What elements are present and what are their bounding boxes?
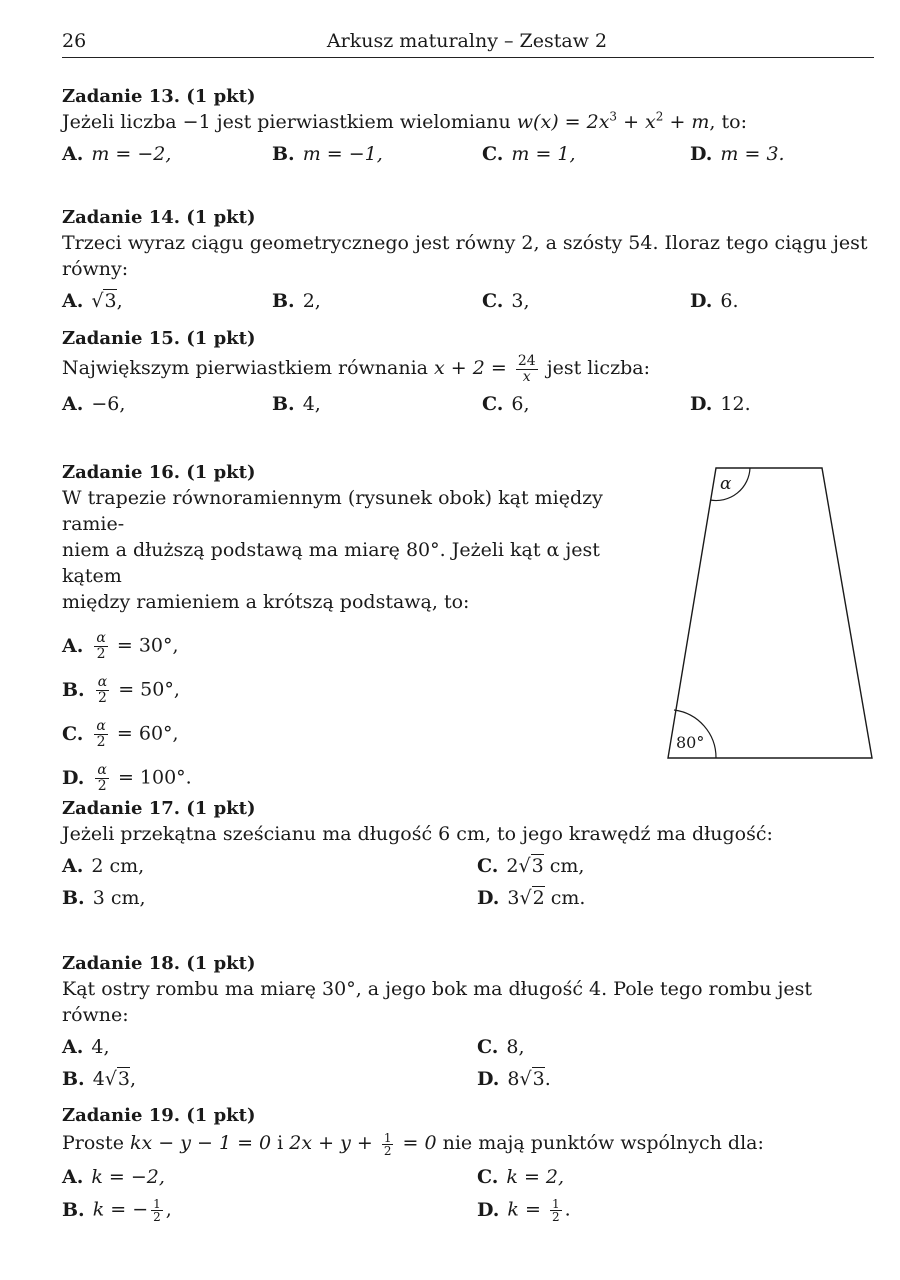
answer-option-b[interactable] bbox=[62, 671, 662, 715]
option-value: 6. bbox=[720, 290, 739, 312]
radicand: 3 bbox=[104, 290, 117, 312]
task-title: Zadanie 13. (1 pkt) bbox=[62, 86, 256, 107]
option-value: k = 2, bbox=[506, 1166, 565, 1188]
task-stem: Trzeci wyraz ciągu geometrycznego jest równy 2, a szósty 54. Iloraz tego ciągu jest równy: bbox=[62, 232, 868, 280]
option-value: 8, bbox=[506, 1036, 525, 1058]
fraction-numerator: 1 bbox=[153, 1197, 161, 1211]
radicand: 3 bbox=[532, 1068, 545, 1090]
radicand: 2 bbox=[532, 887, 545, 909]
answer-row bbox=[62, 1036, 874, 1066]
stem-text: Jeżeli liczba −1 jest pierwiastkiem wielomianu bbox=[62, 111, 517, 133]
task-18 bbox=[62, 952, 874, 1098]
task-stem-line: W trapezie równoramiennym (rysunek obok) kąt między ramie- bbox=[62, 487, 603, 535]
task-15 bbox=[62, 327, 874, 423]
option-suffix: , bbox=[165, 1198, 172, 1221]
fraction-numerator: 1 bbox=[383, 1130, 392, 1145]
fraction-denominator: 2 bbox=[97, 778, 107, 794]
stem-text: i bbox=[271, 1132, 290, 1154]
answer-option-a[interactable] bbox=[62, 1166, 165, 1188]
polynomial-part: w(x) = 2x bbox=[516, 111, 610, 133]
fraction-half bbox=[550, 1198, 562, 1223]
fraction bbox=[96, 675, 109, 706]
answer-option-c[interactable] bbox=[477, 1036, 525, 1058]
task-14 bbox=[62, 206, 874, 320]
option-label: A. bbox=[62, 634, 84, 657]
option-label: C. bbox=[477, 855, 499, 877]
answer-row bbox=[62, 1198, 874, 1228]
option-value: m = 3. bbox=[720, 143, 785, 165]
stem-text: Proste bbox=[62, 1132, 130, 1154]
fraction-numerator: 24 bbox=[517, 352, 536, 369]
option-label: D. bbox=[690, 393, 713, 415]
radicand: 3 bbox=[117, 1068, 130, 1090]
option-value: 3 cm, bbox=[92, 887, 146, 909]
fraction-denominator: 2 bbox=[383, 1143, 392, 1158]
coefficient: 2 bbox=[506, 855, 519, 877]
option-label: C. bbox=[482, 143, 504, 165]
answer-row bbox=[62, 290, 874, 320]
answer-option-a[interactable] bbox=[62, 1036, 110, 1058]
polynomial-part: + m bbox=[663, 111, 710, 133]
polynomial-part: + x bbox=[617, 111, 656, 133]
option-label: D. bbox=[690, 290, 713, 312]
fraction bbox=[516, 354, 538, 385]
task-title: Zadanie 16. (1 pkt) bbox=[62, 462, 256, 483]
fraction bbox=[94, 631, 107, 662]
option-label: A. bbox=[62, 393, 84, 415]
option-label: A. bbox=[62, 855, 84, 877]
option-value: 12. bbox=[720, 393, 751, 415]
fraction bbox=[94, 719, 107, 750]
task-stem: Kąt ostry rombu ma miarę 30°, a jego bok ma długość 4. Pole tego rombu jest równe: bbox=[62, 978, 813, 1026]
option-label: B. bbox=[272, 143, 295, 165]
fraction-denominator: 2 bbox=[96, 646, 106, 662]
fraction-numerator: α bbox=[97, 674, 108, 690]
coefficient: 4 bbox=[92, 1068, 105, 1090]
answer-row bbox=[62, 1068, 874, 1098]
option-label: A. bbox=[62, 1166, 84, 1188]
exponent: 3 bbox=[609, 109, 618, 124]
stem-text: jest liczba: bbox=[540, 357, 650, 379]
fraction-numerator: α bbox=[96, 630, 106, 646]
option-label: A. bbox=[62, 1036, 84, 1058]
answer-option-a[interactable] bbox=[62, 290, 123, 312]
option-value: cm. bbox=[544, 887, 586, 909]
answer-option-c[interactable] bbox=[62, 715, 662, 759]
fraction-half bbox=[151, 1198, 163, 1223]
option-value: 6, bbox=[511, 393, 530, 415]
option-value: k = −2, bbox=[91, 1166, 165, 1188]
fraction-numerator: α bbox=[97, 762, 107, 778]
answer-row bbox=[62, 143, 874, 173]
task-stem bbox=[62, 351, 874, 385]
task-stem: Jeżeli przekątna sześcianu ma długość 6 cm, to jego krawędź ma długość: bbox=[62, 823, 773, 845]
option-value: 2, bbox=[302, 290, 321, 312]
answer-option-d[interactable] bbox=[690, 143, 785, 165]
option-value: 3, bbox=[511, 290, 530, 312]
stem-text: Największym pierwiastkiem równania bbox=[62, 357, 435, 379]
option-label: B. bbox=[272, 290, 295, 312]
option-value: = 30°, bbox=[116, 634, 179, 657]
option-label: D. bbox=[477, 1198, 500, 1221]
exponent: 2 bbox=[655, 109, 664, 124]
option-value: m = −1, bbox=[302, 143, 383, 165]
answer-option-c[interactable] bbox=[482, 290, 530, 312]
trapezoid-outline bbox=[668, 468, 872, 758]
option-value: . bbox=[544, 1068, 551, 1090]
fraction-denominator: x bbox=[522, 368, 531, 385]
answer-row bbox=[62, 887, 874, 917]
option-value: = 50°, bbox=[118, 678, 180, 701]
task-19 bbox=[62, 1104, 874, 1228]
option-label: B. bbox=[272, 393, 295, 415]
answer-row bbox=[62, 1166, 874, 1196]
option-value: m = 1, bbox=[511, 143, 576, 165]
task-title: Zadanie 18. (1 pkt) bbox=[62, 953, 256, 974]
option-value: m = −2, bbox=[91, 143, 172, 165]
answer-row bbox=[62, 393, 874, 423]
answer-option-d[interactable] bbox=[477, 1198, 571, 1223]
task-title: Zadanie 17. (1 pkt) bbox=[62, 798, 256, 819]
trapezoid-figure bbox=[660, 460, 880, 765]
option-value: −6, bbox=[91, 393, 126, 415]
sqrt-sign: √ bbox=[91, 290, 104, 312]
answer-option-b[interactable]: B. 4√3, bbox=[62, 1068, 137, 1090]
answer-option-a[interactable] bbox=[62, 143, 171, 165]
task-13 bbox=[62, 85, 874, 173]
answer-option-d[interactable]: D. 8√3. bbox=[477, 1068, 551, 1090]
answer-option-a[interactable] bbox=[62, 855, 144, 877]
fraction bbox=[95, 763, 108, 794]
fraction-numerator: 1 bbox=[551, 1197, 560, 1211]
answer-option-d[interactable] bbox=[690, 290, 739, 312]
fraction-denominator: 2 bbox=[153, 1210, 161, 1224]
option-label: B. bbox=[62, 678, 85, 701]
option-label: C. bbox=[477, 1036, 499, 1058]
line-equation-1: kx − y − 1 = 0 bbox=[129, 1132, 272, 1154]
line-equation-2-end: = 0 bbox=[396, 1132, 437, 1154]
fraction-denominator: 2 bbox=[551, 1210, 560, 1224]
task-17 bbox=[62, 797, 874, 917]
option-suffix: . bbox=[564, 1198, 571, 1221]
option-label: A. bbox=[62, 143, 84, 165]
answer-option-a[interactable] bbox=[62, 627, 662, 671]
fraction-denominator: 2 bbox=[96, 734, 106, 750]
option-value: k = bbox=[507, 1198, 547, 1221]
coefficient: 8 bbox=[507, 1068, 520, 1090]
option-label: C. bbox=[477, 1166, 499, 1188]
task-stem-line: między ramieniem a krótszą podstawą, to: bbox=[62, 591, 470, 613]
coefficient: 3 bbox=[507, 887, 520, 909]
option-label: C. bbox=[482, 290, 504, 312]
stem-text: , to: bbox=[709, 111, 747, 133]
option-label: A. bbox=[62, 290, 84, 312]
task-16 bbox=[62, 461, 662, 803]
equation-left: x + 2 = bbox=[434, 357, 513, 379]
option-value: k = − bbox=[92, 1198, 149, 1221]
answer-option-b[interactable] bbox=[272, 393, 321, 415]
alpha-label: α bbox=[720, 474, 732, 494]
option-suffix: , bbox=[116, 290, 123, 312]
answer-option-d[interactable]: D. 3√2 cm. bbox=[477, 887, 586, 909]
stem-text: nie mają punktów wspólnych dla: bbox=[436, 1132, 764, 1154]
answer-option-a[interactable] bbox=[62, 393, 125, 415]
option-value: = 60°, bbox=[116, 722, 179, 745]
option-label: D. bbox=[62, 766, 85, 789]
option-value: 4, bbox=[91, 1036, 110, 1058]
answer-option-c[interactable] bbox=[477, 1166, 564, 1188]
option-value: 2 cm, bbox=[91, 855, 145, 877]
option-label: C. bbox=[62, 722, 84, 745]
task-title: Zadanie 19. (1 pkt) bbox=[62, 1105, 256, 1126]
option-label: C. bbox=[482, 393, 504, 415]
fraction-numerator: α bbox=[96, 718, 106, 734]
option-label: B. bbox=[62, 1198, 85, 1221]
answer-row bbox=[62, 855, 874, 885]
radicand: 3 bbox=[531, 855, 544, 877]
page-header-title: Arkusz maturalny – Zestaw 2 bbox=[326, 30, 608, 52]
task-title: Zadanie 15. (1 pkt) bbox=[62, 328, 256, 349]
option-label: D. bbox=[477, 1068, 500, 1090]
answer-option-b[interactable] bbox=[272, 143, 383, 165]
option-label: B. bbox=[62, 1068, 85, 1090]
option-label: B. bbox=[62, 887, 85, 909]
task-title: Zadanie 14. (1 pkt) bbox=[62, 207, 256, 228]
answer-option-d[interactable] bbox=[690, 393, 751, 415]
fraction-denominator: 2 bbox=[97, 690, 107, 706]
answer-option-c[interactable]: C. 2√3 cm, bbox=[477, 855, 585, 877]
task-stem-line: niem a dłuższą podstawą ma miarę 80°. Jeżeli kąt α jest kątem bbox=[62, 539, 600, 587]
answer-option-b[interactable] bbox=[272, 290, 321, 312]
task-stem bbox=[62, 1128, 874, 1158]
answer-option-b[interactable] bbox=[62, 887, 146, 909]
task-stem bbox=[62, 109, 874, 135]
option-value: cm, bbox=[543, 855, 585, 877]
answer-option-c[interactable] bbox=[482, 393, 530, 415]
angle-80-label: 80° bbox=[676, 733, 705, 752]
option-value: = 100°. bbox=[117, 766, 192, 789]
option-value: 4, bbox=[302, 393, 321, 415]
answer-option-c[interactable] bbox=[482, 143, 576, 165]
option-label: D. bbox=[690, 143, 713, 165]
header-divider bbox=[62, 57, 874, 58]
option-value: , bbox=[129, 1068, 137, 1090]
page-number: 26 bbox=[62, 30, 87, 52]
option-label: D. bbox=[477, 887, 500, 909]
line-equation-2: 2x + y + bbox=[289, 1132, 379, 1154]
fraction-half bbox=[382, 1132, 394, 1157]
answer-option-b[interactable] bbox=[62, 1198, 172, 1223]
